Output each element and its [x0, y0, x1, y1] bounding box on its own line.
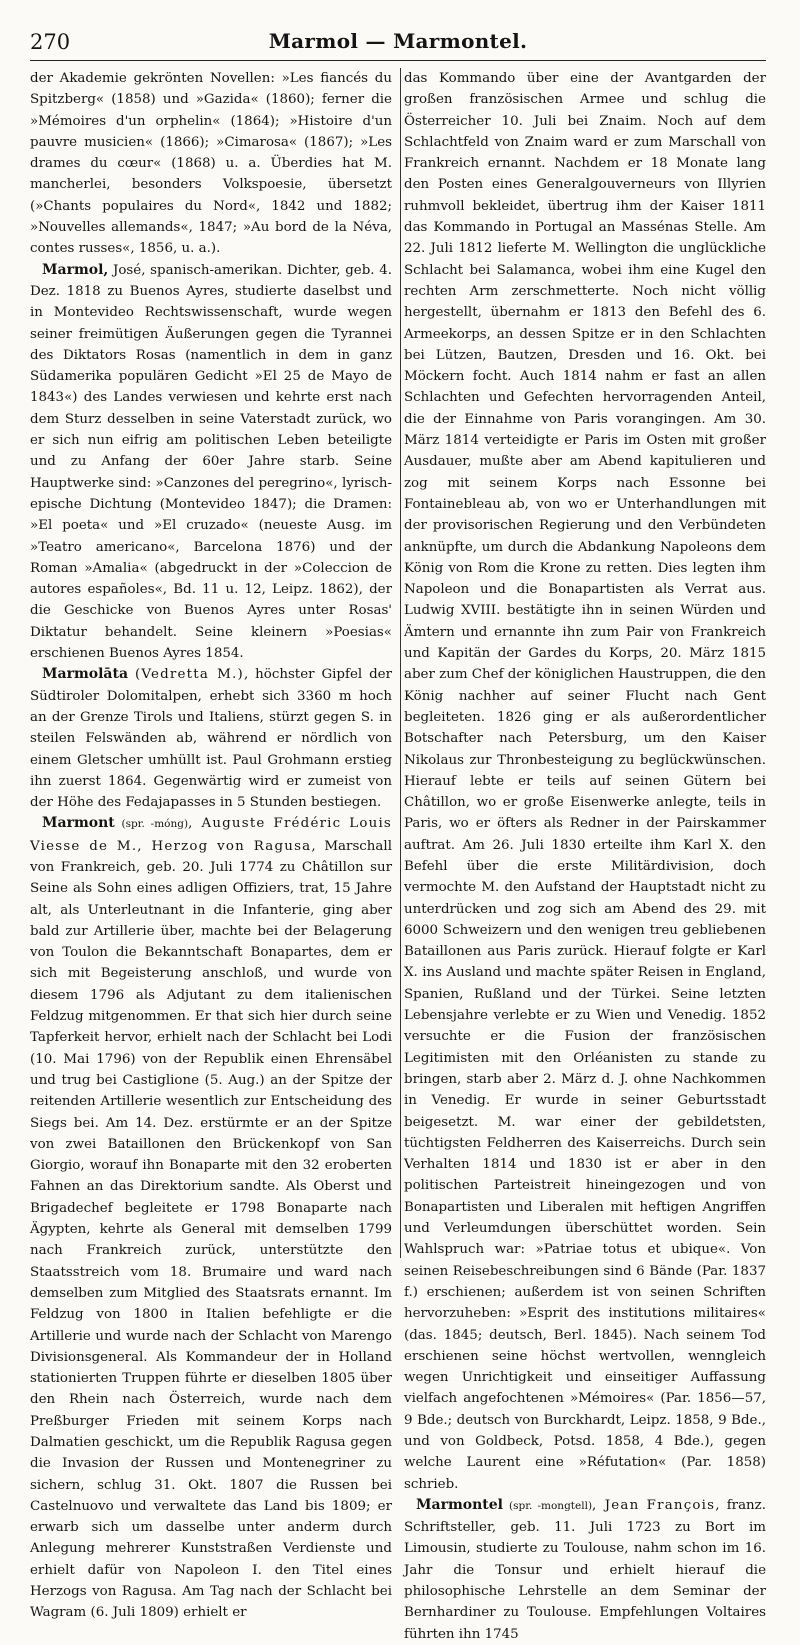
entry-marmol: Marmol, José, spanisch-amerikan. Dichter, geb. 4. Dez. 1818 zu Buenos Ayres, studierte daselbst und in Montevideo Rechtswissenschaft, wurde wegen seiner freimütigen Äußerungen gegen die Tyrannei des Diktators Rosas (namentlich in dem in ganz Südamerika populären Gedicht »El 25 de Mayo de 1843«) des Landes verwiesen und kehrte erst nach dem Sturz desselben in seine Vaterstadt zurück, wo er sich nun eifrig am politischen Leben beteiligte und zu Anfang der 60er Jahre starb. Seine Hauptwerke sind: »Canzones del peregrino«, lyrisch-epische Dichtung (Montevideo 1847); die Dramen: »El poeta« und »El cruzado« (neueste Ausg. im »Teatro americano«, Barcelona 1876) und der Roman »Amalia« (abgedruckt in der »Coleccion de autores españoles«, Bd. 11 u. 12, Leipz. 1862), der die Geschicke von Buenos Ayres unter Rosas' Diktatur behandelt. Seine kleinern »Poesias« erschienen Buenos Ayres 1854. [30, 261, 392, 662]
lemma-marmolata: Marmolāta [42, 666, 129, 683]
pronunciation: (spr. -móng) [121, 818, 189, 831]
lemma-marmontel: Marmontel [416, 1496, 503, 1513]
entry-marmontel: Marmontel (spr. -mongtell), Jean François, franz. Schriftsteller, geb. 11. Juli 1723 zu Bort im Limousin, studierte zu Toulouse, nahm schon im 16. Jahr die Tonsur und erhielt hierauf die philosophische Lehrstelle an dem Seminar der Bernhardiner zu Toulouse. Empfehlungen Voltaires führten ihn 1745 [404, 1496, 766, 1642]
page-header [30, 26, 766, 61]
right-column [404, 68, 767, 1642]
lemma-marmol: Marmol, [42, 261, 109, 278]
pronunciation: (spr. -mongtell) [508, 1499, 593, 1512]
column-divider [400, 68, 401, 1258]
left-column [30, 68, 392, 1621]
entry-marmolata: Marmolāta (Vedretta M.), höchster Gipfel der Südtiroler Dolomitalpen, erhebt sich 3360 m hoch an der Grenze Tirols und Italiens, stürzt gegen S. in steilen Felswänden ab, während er nördlich von einem Gletscher umhüllt ist. Paul Grohmann erstieg ihn zuerst 1864. Gegenwärtig wird er zumeist von der Höhe des Fedajapasses in 5 Stunden bestiegen. [30, 666, 392, 811]
text-columns [30, 68, 767, 1642]
running-title: Marmol — Marmontel. [268, 29, 528, 53]
page-number: 270 [30, 30, 71, 54]
entry-marmont: Marmont (spr. -móng), Auguste Frédéric Louis Viesse de M., Herzog von Ragusa, Marschall von Frankreich, geb. 20. Juli 1774 zu Châtillon sur Seine als Sohn eines adligen Offiziers, trat, 15 Jahre alt, als Unterleutnant in die Infanterie, ging aber bald zur Artillerie über, machte bei der Belagerung von Toulon die Bekanntschaft Bonapartes, dem er sich mit Begeisterung anschloß, und wurde von diesem 1796 als Adjutant zu dem italienischen Feldzug mitgenommen. Er that sich hier durch seine Tapferkeit hervor, erhielt nach der Schlacht bei Lodi (10. Mai 1796) von der Republik einen Ehrensäbel und trug bei Castiglione (5. Aug.) an der Spitze der reitenden Artillerie wesentlich zur Entscheidung des Siegs bei. Am 14. Dez. erstürmte er an der Spitze von zwei Bataillonen den Brückenkopf von San Giorgio, worauf ihn Bonaparte mit den 32 eroberten Fahnen an das Direktorium sandte. Als Oberst und Brigadechef begleitete er 1798 Bonaparte nach Ägypten, kehrte als General mit demselben 1799 nach Frankreich zurück, unterstützte den Staatsstreich vom 18. Brumaire und ward nach demselben zum Mitglied des Staatsrats ernannt. Im Feldzug von 1800 in Italien befehligte er die Artillerie und wurde nach der Schlacht von Marengo Divisionsgeneral. Als Kommandeur der in Holland stationierten Truppen führte er dieselben 1805 über den Rhein nach Österreich, wurde nach dem Preßburger Frieden mit seinem Korps nach Dalmatien geschickt, um die Republik Ragusa gegen die Invasion der Russen und Montenegriner zu sichern, schlug 31. Okt. 1807 die Russen bei Castelnuovo und verwaltete das Land bis 1809; er erwarb sich um dasselbe unter anderm durch Anlegung mehrerer Kunststraßen Verdienste und erhielt dafür von Napoleon I. den Titel eines Herzogs von Ragusa. Am Tag nach der Schlacht bei Wagram (6. Juli 1809) erhielt er [30, 815, 392, 1621]
continued-entry-text: der Akademie gekrönten Novellen: »Les fiancés du Spitzberg« (1858) und »Gazida« (1860); ferner die »Mémoires d'un orphelin« (1864); »Histoire d'un pauvre musicien« (1866); »Cimarosa« (1867); »Les drames du cœur« (1868) u. a. Überdies hat M. mancherlei, besonders Volkspoesie, übersetzt (»Chants populaires du Nord«, 1842 und 1882; »Nouvelles allemands«, 1847; »Au bord de la Néva, contes russes«, 1856, u. a.). [30, 71, 392, 257]
lemma-marmont: Marmont [42, 815, 115, 832]
continued-entry-text: das Kommando über eine der Avantgarden der großen französischen Armee und schlug die Österreicher 10. Juli bei Znaim. Noch auf dem Schlachtfeld von Znaim ward er zum Marschall von Frankreich ernannt. Nachdem er 18 Monate lang den Posten eines Generalgouverneurs von Illyrien ruhmvoll bekleidet, übertrug ihm der Kaiser 1811 das Kommando in Portugal an Massénas Stelle. Am 22. Juli 1812 lieferte M. Wellington die unglückliche Schlacht bei Salamanca, wobei ihm eine Kugel den rechten Arm zerschmetterte. Noch nicht völlig hergestellt, übernahm er 1813 den Befehl des 6. Armeekorps, an dessen Spitze er in den Schlachten bei Lützen, Bautzen, Dresden und 16. Okt. bei Möckern focht. Auch 1814 nahm er fast an allen Schlachten und Gefechten hervorragenden Anteil, die der Einnahme von Paris vorangingen. Am 30. März 1814 verteidigte er Paris im Osten mit großer Ausdauer, mußte aber am Abend kapitulieren und zog mit seinem Korps nach Essonne bei Fontainebleau ab, von wo er Unterhandlungen mit der provisorischen Regierung und den Verbündeten anknüpfte, um durch die Abdankung Napoleons dem König von Rom die Krone zu retten. Dies legten ihm Napoleon und die Bonapartisten als Verrat aus. Ludwig XVIII. bestätigte ihn in seinen Würden und Ämtern und ernannte ihn zum Pair von Frankreich und Kapitän der Gardes du Korps, 20. März 1815 aber zum Chef der königlichen Haustruppen, die den König nachher auf seiner Flucht nach Gent begleiteten. 1826 ging er als außerordentlicher Botschafter nach Petersburg, um den Kaiser Nikolaus zur Thronbesteigung zu beglückwünschen. Hierauf lebte er teils auf seinen Gütern bei Châtillon, wo er große Eisenwerke anlegte, teils in Paris, wo er öfters als Redner in der Pairskammer auftrat. Am 26. Juli 1830 erteilte ihm Karl X. den Befehl über die erste Militärdivision, doch vermochte M. den Aufstand der Hauptstadt nicht zu unterdrücken und zog sich am Abend des 29. mit 6000 Schweizern und den wenigen treu gebliebenen Bataillonen aus Paris zurück. Hierauf folgte er Karl X. ins Ausland und machte später Reisen in England, Spanien, Rußland und der Türkei. Seine letzten Lebensjahre verlebte er zu Wien und Venedig. 1852 versuchte er die Fusion der französischen Legitimisten mit den Orléanisten zu stande zu bringen, starb aber 2. März d. J. ohne Nachkommen in Venedig. Er wurde in seiner Geburtsstadt beigesetzt. M. war einer der gebildetsten, tüchtigsten Feldherren des Kaiserreichs. Durch sein Verhalten 1814 und 1830 ist er aber in den politischen Parteistreit hineingezogen und von Bonapartisten und Liberalen mit heftigen Angriffen und Verleumdungen überschüttet worden. Sein Wahlspruch war: »Patriae totus et ubique«. Von seinen Reisebeschreibungen sind 6 Bände (Par. 1837 f.) erschienen; außerdem ist von seinen Schriften hervorzuheben: »Esprit des institutions militaires« (das. 1845; deutsch, Berl. 1845). Nach seinem Tod erschienen seine höchst wertvollen, wenngleich wegen Unrichtigkeit und einseitiger Auffassung vielfach angefochtenen »Mémoires« (Par. 1856—57, 9 Bde.; deutsch von Burckhardt, Leipz. 1858, 9 Bde., und von Goldbeck, Potsd. 1858, 4 Bde.), gegen welche Laurent eine »Réfutation« (Par. 1858) schrieb. [404, 71, 767, 1492]
